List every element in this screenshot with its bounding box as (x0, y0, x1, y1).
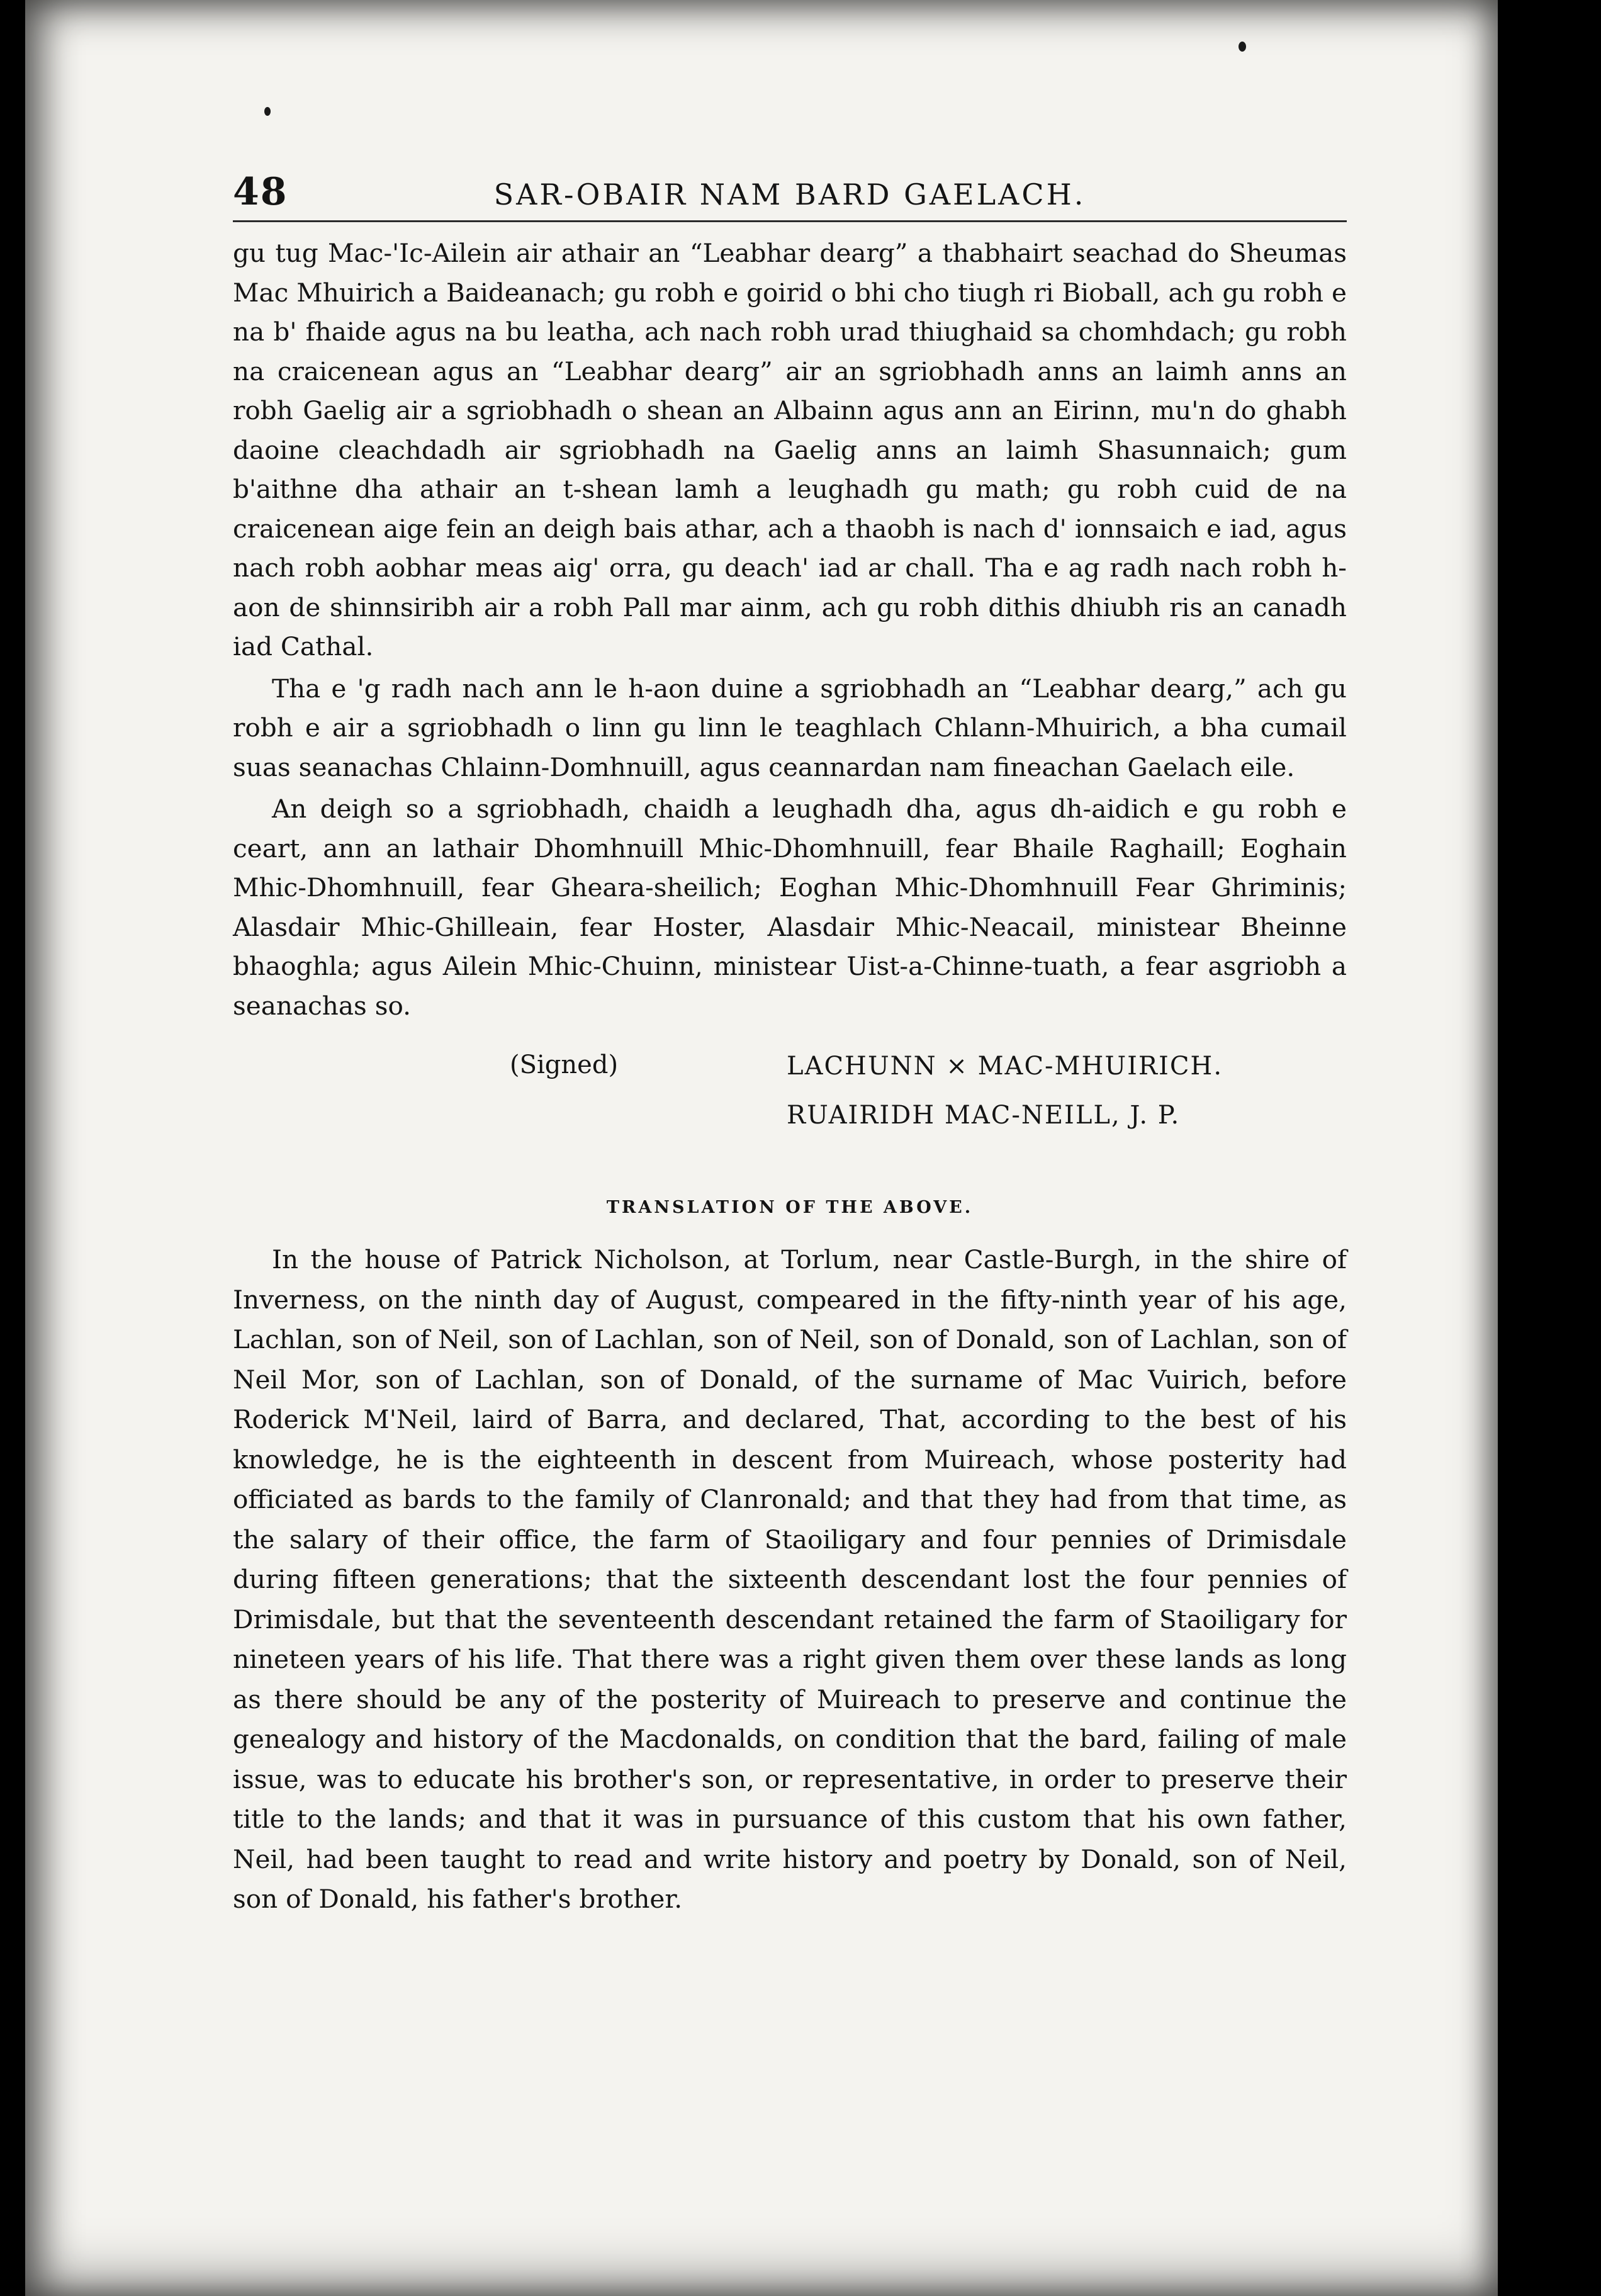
gaelic-paragraph: gu tug Mac-'Ic-Ailein air athair an “Leabhar dearg” a thabhairt seachad do Sheumas Mac Mhuirich a Baideanach; gu robh e goirid o bhi cho tiugh ri Bioball, ach gu robh e na b' fhaide agus na bu leatha, ach nach robh urad thiughaid sa chomhdach; gu robh na craicenean agus an “Leabhar dearg” air an sgriobhadh anns an laimh anns an robh Gaelig air a sgriobhadh o shean an Albainn agus ann an Eirinn, mu'n do ghabh daoine cleachdadh air sgriobhadh na Gaelig anns an laimh Shasunnaich; gum b'aithne dha athair an t-shean lamh a leughadh gu math; gu robh cuid de na craicenean aige fein an deigh bais athar, ach a thaobh is nach d' ionnsaich e iad, agus nach robh aobhar meas aig' orra, gu deach' iad ar chall. Tha e ag radh nach robh h-aon de shinnsiribh air a robh Pall mar ainm, ach gu robh dithis dhiubh ris an canadh iad Cathal. (233, 238, 1347, 661)
signature-name: RUAIRIDH MAC-NEILL, J. P. (787, 1101, 1181, 1130)
gaelic-paragraph: An deigh so a sgriobhadh, chaidh a leughadh dha, agus dh-aidich e gu robh e ceart, ann an lathair Dhomhnuill Mhic-Dhomhnuill, fear Bhaile Raghaill; Eoghain Mhic-Dhomhnuill, fear Gheara-sheilich; Eoghan Mhic-Dhomhnuill Fear Ghriminis; Alasdair Mhic-Ghilleain, fear Hoster, Alasdair Mhic-Neacail, ministear Bheinne bhaoghla; agus Ailein Mhic-Chuinn, ministear Uist-a-Chinne-tuath, a fear asgriobh a seanachas so. (233, 794, 1347, 1021)
running-title: SAR-OBAIR NAM BARD GAELACH. (493, 177, 1086, 211)
scan-border-right (1498, 0, 1601, 2296)
signature-block (233, 1048, 1347, 1140)
print-speck (264, 107, 271, 116)
signature-name: LACHUNN × MAC-MHUIRICH. (787, 1052, 1223, 1081)
page-content (233, 170, 1347, 1920)
page-header (233, 170, 1347, 222)
translation-heading: TRANSLATION OF THE ABOVE. (606, 1198, 974, 1217)
print-speck (1239, 42, 1246, 52)
book-page (25, 0, 1498, 2296)
signed-label: (Signed) (510, 1050, 619, 1079)
page-number: 48 (233, 170, 288, 214)
scan-border-left (0, 0, 25, 2296)
gaelic-paragraph: Tha e 'g radh nach ann le h-aon duine a sgriobhadh an “Leabhar dearg,” ach gu robh e air a sgriobhadh o linn gu linn le teaghlach Chlann-Mhuirich, a bha cumail suas seanachas Chlainn-Domhnuill, agus ceannardan nam fineachan Gaelach eile. (233, 673, 1347, 782)
translation-paragraph: In the house of Patrick Nicholson, at Torlum, near Castle-Burgh, in the shire of Inverness, on the ninth day of August, compeared in the fifty-ninth year of his age, Lachlan, son of Neil, son of Lachlan, son of Neil, son of Donald, son of Lachlan, son of Neil Mor, son of Lachlan, son of Donald, of the surname of Mac Vuirich, before Roderick M'Neil, laird of Barra, and declared, That, according to the best of his knowledge, he is the eighteenth in descent from Muireach, whose posterity had officiated as bards to the family of Clanronald; and that they had from that time, as the salary of their office, the farm of Staoiligary and four pennies of Drimisdale during fifteen generations; that the sixteenth descendant lost the four pennies of Drimisdale, but that the seventeenth descendant retained the farm of Staoiligary for nineteen years of his life. That there was a right given them over these lands as long as there should be any of the posterity of Muireach to preserve and continue the genealogy and history of the Macdonalds, on condition that the bard, failing of male issue, was to educate his brother's son, or representative, in order to preserve their title to the lands; and that it was in pursuance of this custom that his own father, Neil, had been taught to read and write history and poetry by Donald, son of Neil, son of Donald, his father's brother. (233, 1244, 1347, 1914)
